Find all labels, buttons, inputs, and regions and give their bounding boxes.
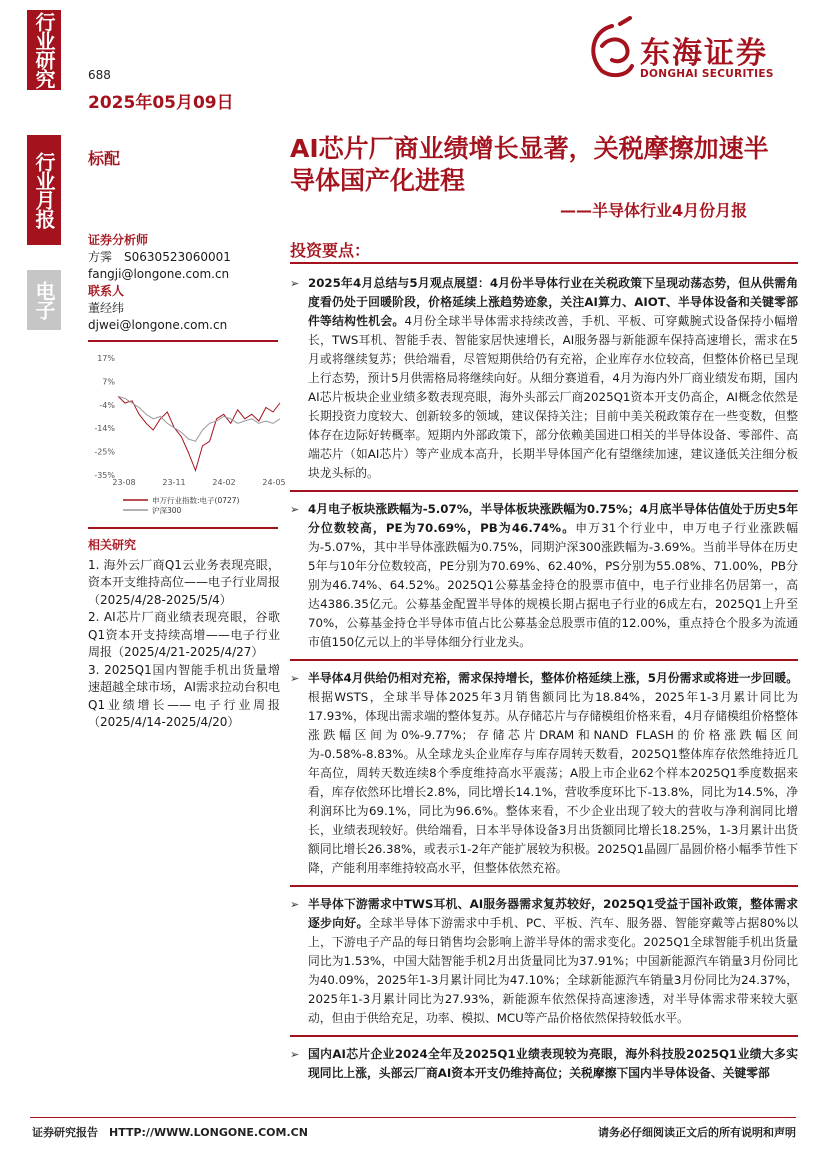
related-item-3[interactable]: 3. 2025Q1国内智能手机出货量增速超越全球市场，AI需求拉动台积电Q1业绩增长——电子行业周报（2025/4/14-2025/4/20） <box>88 662 280 729</box>
logo-text-cn: 东海证券 <box>640 36 768 71</box>
analyst-info <box>88 232 278 334</box>
bullet-market-bold: 4月电子板块涨跌幅为-5.07%，半导体板块涨跌幅为0.75%；4月底半导体估值处于历史5年分位数较高，PE为70.69%，PB为46.74%。 <box>308 502 798 535</box>
investment-points <box>290 274 798 1083</box>
report-subtitle: ——半导体行业4月份月报 <box>560 201 748 220</box>
x-tick-label: 23-08 <box>112 478 136 487</box>
bullet-summary-text: 4月份全球半导体需求持续改善，手机、平板、可穿戴腕式设备保持小幅增长，TWS耳机、智能手表、智能家居快速增长，AI服务器与新能源车保持高速增长，需求在5月或将继续复苏；供给端看，尽管短期供给仍有充裕，企业库存水位较高，但整体价格已呈现上行态势，预计5月供需格局将继续向好。从细分赛道看，4月为海内外厂商业绩发布期，国内AI芯片板块企业业绩多数表现亮眼，海外头部云厂商2025Q1资本开支仍高企，AI概念依然是长期投资力度较大、创新较多的领域，建议保持关注；目前中美关税政策存在一些变数，但整体存在边际好转概率。短期内外部政策下，部分依赖美国进口相关的半导体设备、零部件、高端芯片（如AI芯片）等产业成本高升，长期半导体国产化有望继续加速，建议逢低关注细分板块龙头标的。 <box>308 314 798 480</box>
x-tick-label: 24-02 <box>212 478 236 487</box>
x-tick-label: 24-05 <box>262 478 286 487</box>
bullet-demand <box>290 895 798 1028</box>
bullet-summary-bold: 2025年4月总结与5月观点展望：4月份半导体行业在关税政策下呈现动荡态势，但从供需角度看仍处于回暖阶段，价格延续上涨趋势迹象，关注AI算力、AIOT、半导体设备和关键零部件等结构性机会。 <box>308 276 798 328</box>
bullet-market-text: 申万31个行业中，申万电子行业涨跌幅为-5.07%，其中半导体涨跌幅为0.75%，同期沪深300涨跌幅为-3.69%。当前半导体在历史5年与10年分位数较高，PE分别为70.69%、62.40%，PS分别为55.08%、71.00%，PB分别为46.74%、64.52%。2025Q1公募基金持仓的股票市值中，电子行业排名仍居第一，高达4386.35亿元。公募基金配置半导体的规模长期占据电子行业的6成左右，2025Q1上升至70%，公募基金持仓半导体市值占比公募基金总股票市值的12.00%，重点持仓个股多为流通市值150亿元以上的半导体细分行业龙头。 <box>308 521 798 649</box>
analyst-label: 证券分析师 <box>88 233 149 247</box>
analyst-name-cert <box>88 249 278 266</box>
contact-email[interactable]: djwei@longone.com.cn <box>88 318 228 332</box>
analyst-name: 方霁 <box>88 250 113 264</box>
sidebar-electronics: 电子 <box>27 270 61 330</box>
sidebar-monthly-report: 行业月报 <box>27 135 61 245</box>
bullet-ai-chips <box>290 1045 798 1083</box>
y-tick-label: -4% <box>99 400 115 410</box>
y-tick-label: 7% <box>102 377 115 387</box>
footer-disclaimer: 请务必仔细阅读正文后的所有说明和声明 <box>598 1126 796 1139</box>
contact-name: 董经纬 <box>88 301 125 315</box>
y-tick-label: -14% <box>94 424 115 434</box>
bullet-divider <box>290 885 798 887</box>
related-item-2[interactable]: 2. AI芯片厂商业绩表现亮眼，谷歌Q1资本开支持续高增——电子行业周报（2025/4/21-2025/4/27） <box>88 610 280 659</box>
bullet-demand-text: 全球半导体下游需求中手机、PC、平板、汽车、服务器、智能穿戴等占据80%以上，下游电子产品的每日销售均会影响上游半导体的需求变化。2025Q1全球智能手机出货量同比为1.53%，中国大陆智能手机2月出货量同比为37.91%；中国新能源汽车销量3月份同比为40.09%，2025年1-3月累计同比为47.10%；全球新能源汽车销量3月份同比为24.37%，2025年1-3月累计同比为27.93%，新能源车依然保持高速渗透，对半导体需求带来较大驱动，但由于供给充足，功率、模拟、MCU等产品价格依然保持较低水平。 <box>308 916 798 1025</box>
rating: 标配 <box>88 149 121 168</box>
series-line-1 <box>118 396 280 470</box>
bullet-divider <box>290 490 798 492</box>
report-code: 688 <box>88 68 111 82</box>
bullet-summary <box>290 274 798 483</box>
bullet-supply <box>290 669 798 878</box>
contact-label: 联系人 <box>88 284 125 298</box>
analyst-cert: S0630523060001 <box>124 250 231 264</box>
report-title: AI芯片厂商业绩增长显著，关税摩擦加速半导体国产化进程 <box>290 134 769 195</box>
bullet-divider <box>290 1035 798 1037</box>
investment-points-heading: 投资要点： <box>290 241 371 260</box>
footer-divider <box>30 1117 796 1118</box>
bullet-divider <box>290 659 798 661</box>
bullet-supply-bold: 半导体4月供给仍相对充裕，需求保持增长，整体价格延续上涨，5月份需求或将进一步回暖。 <box>308 671 798 685</box>
analyst-email[interactable]: fangji@longone.com.cn <box>88 267 230 281</box>
related-divider <box>88 527 278 529</box>
legend-label: 申万行业指数:电子(0727) <box>152 496 240 505</box>
legend-label: 沪深300 <box>152 506 182 515</box>
bullet-supply-text: 根据WSTS，全球半导体2025年3月销售额同比为18.84%，2025年1-3月累计同比为17.93%，体现出需求端的整体复苏。从存储芯片与存储模组价格来看，4月存储模组价格整体涨跌幅区间为0%-9.77%；存储芯片DRAM和NAND FLASH的价格涨跌幅区间为-0.58%-8.83%。从全球龙头企业库存与库存周转天数看，2025Q1整体库存依然维持近几年高位，周转天数连续8个季度维持高水平震荡；A股上市企业62个样本2025Q1季度数据来看，库存依然环比增长2.8%，同比增长14.1%，营收季度环比下-13.8%，同比为14.5%，净利润环比为69.1%，同比为96.6%。整体来看，不少企业出现了较大的营收与净利润同比增长，业绩表现较好。供给端看，日本半导体设备3月出货额同比增长18.25%，1-3月累计出货额同比增长26.38%，或表示1-2年产能扩展较为积极。2025Q1晶圆厂晶圆价格小幅季节性下降，产能利用率维持较高水平，但整体依然充裕。 <box>308 690 798 875</box>
related-label: 相关研究 <box>88 538 137 552</box>
logo-text-en: DONGHAI SECURITIES <box>640 68 774 80</box>
bullet-demand-bold: 半导体下游需求中TWS耳机、AI服务器需求复苏较好，2025Q1受益于国补政策，整体需求逐步向好。 <box>308 897 798 930</box>
x-tick-label: 23-11 <box>162 478 186 487</box>
sidebar-industry-research: 行业研究 <box>27 10 61 90</box>
footer-website[interactable]: 证券研究报告 HTTP://WWW.LONGONE.COM.CN <box>32 1126 308 1139</box>
related-item-1[interactable]: 1. 海外云厂商Q1云业务表现亮眼，资本开支维持高位——电子行业周报（2025/4/28-2025/5/4） <box>88 557 281 607</box>
index-chart <box>88 350 288 520</box>
points-divider <box>290 262 798 264</box>
report-date: 2025年05月09日 <box>88 93 234 113</box>
y-tick-label: -25% <box>94 447 115 457</box>
bullet-market <box>290 500 798 652</box>
bullet-ai-chips-bold: 国内AI芯片企业2024全年及2025Q1业绩表现较为亮眼，海外科技股2025Q1业绩大多实现同比上涨，头部云厂商AI资本开支仍维持高位；关税摩擦下国内半导体设备、关键零部 <box>308 1047 798 1080</box>
analyst-divider <box>88 340 278 342</box>
y-tick-label: 17% <box>97 354 115 363</box>
y-tick-label: -35% <box>94 471 115 480</box>
related-research <box>88 537 280 732</box>
